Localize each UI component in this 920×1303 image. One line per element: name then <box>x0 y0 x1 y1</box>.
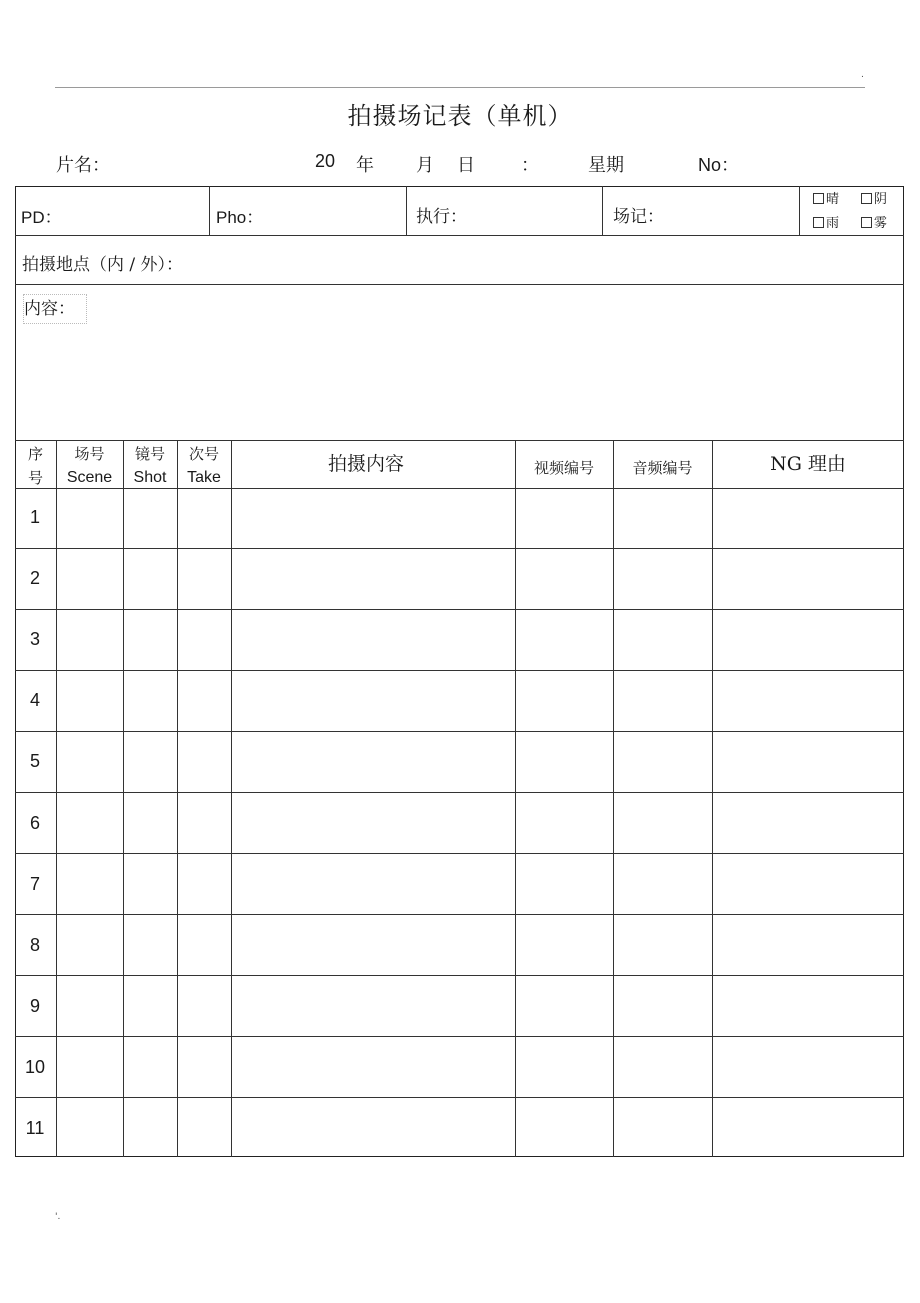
row-number: 3 <box>29 629 40 649</box>
row-number: 8 <box>29 935 40 955</box>
col-header-content: 拍摄内容 <box>327 453 404 475</box>
grid-line <box>602 186 603 235</box>
weather-sunny[interactable]: 晴 <box>813 188 839 207</box>
row-number: 6 <box>29 813 40 833</box>
grid-line <box>123 440 124 1157</box>
script-label: 场记： <box>613 207 664 227</box>
checkbox-icon[interactable] <box>813 193 824 204</box>
grid-line <box>177 440 178 1157</box>
grid-line <box>15 609 904 610</box>
page-title: 拍摄场记表（单机） <box>347 102 573 130</box>
weather-cloudy[interactable]: 阴 <box>861 188 887 207</box>
year-prefix: 20 <box>315 151 336 171</box>
grid-line <box>15 792 904 793</box>
grid-line <box>406 186 407 235</box>
col-header-audio: 音频编号 <box>632 459 693 477</box>
month-label: 月 <box>416 155 434 176</box>
row-number: 4 <box>29 690 40 710</box>
checkbox-icon[interactable] <box>813 217 824 228</box>
checkbox-icon[interactable] <box>861 217 872 228</box>
col-header-seq: 序 号 <box>27 445 43 487</box>
grid-line <box>56 440 57 1157</box>
weather-rain[interactable]: 雨 <box>813 212 839 231</box>
checkbox-icon[interactable] <box>861 193 872 204</box>
row-number: 10 <box>24 1057 46 1077</box>
grid-line <box>15 731 904 732</box>
location-label: 拍摄地点（内 / 外）： <box>22 255 184 275</box>
exec-label: 执行： <box>416 207 467 227</box>
col-header-scene: 场号 Scene <box>66 445 113 486</box>
grid-line <box>712 440 713 1157</box>
time-colon: ： <box>521 155 539 176</box>
corner-dot: . <box>861 70 864 80</box>
row-number: 9 <box>29 996 40 1016</box>
grid-line <box>515 440 516 1157</box>
film-name-label: 片名： <box>56 155 110 176</box>
grid-line <box>15 440 904 441</box>
col-header-shot: 镜号 Shot <box>133 445 167 486</box>
grid-line <box>613 440 614 1157</box>
row-number: 7 <box>29 874 40 894</box>
log-sheet <box>15 186 904 1157</box>
row-number: 11 <box>25 1118 45 1138</box>
grid-line <box>15 284 904 285</box>
grid-line <box>15 975 904 976</box>
grid-line <box>15 1097 904 1098</box>
header-rule <box>55 87 865 88</box>
weekday-label: 星期 <box>588 155 624 176</box>
grid-line <box>15 235 904 236</box>
col-header-take: 次号 Take <box>187 445 221 486</box>
grid-line <box>15 670 904 671</box>
row-number: 2 <box>29 568 40 588</box>
grid-line <box>15 1036 904 1037</box>
grid-line <box>799 186 800 235</box>
grid-line <box>15 914 904 915</box>
no-label: No： <box>698 155 740 175</box>
row-number: 1 <box>29 507 40 527</box>
grid-line <box>15 853 904 854</box>
content-label: 内容： <box>23 294 87 324</box>
day-label: 日 <box>457 155 475 176</box>
col-header-ng: NG 理由 <box>770 453 846 475</box>
pho-label: Pho： <box>216 208 264 227</box>
year-label: 年 <box>356 155 374 176</box>
pd-label: PD： <box>21 208 62 227</box>
grid-line <box>15 548 904 549</box>
grid-line <box>231 440 232 1157</box>
weather-fog[interactable]: 雾 <box>861 212 887 231</box>
footer-mark: '. <box>55 1212 61 1222</box>
row-number: 5 <box>29 751 40 771</box>
grid-line <box>209 186 210 235</box>
col-header-video: 视频编号 <box>533 459 594 477</box>
